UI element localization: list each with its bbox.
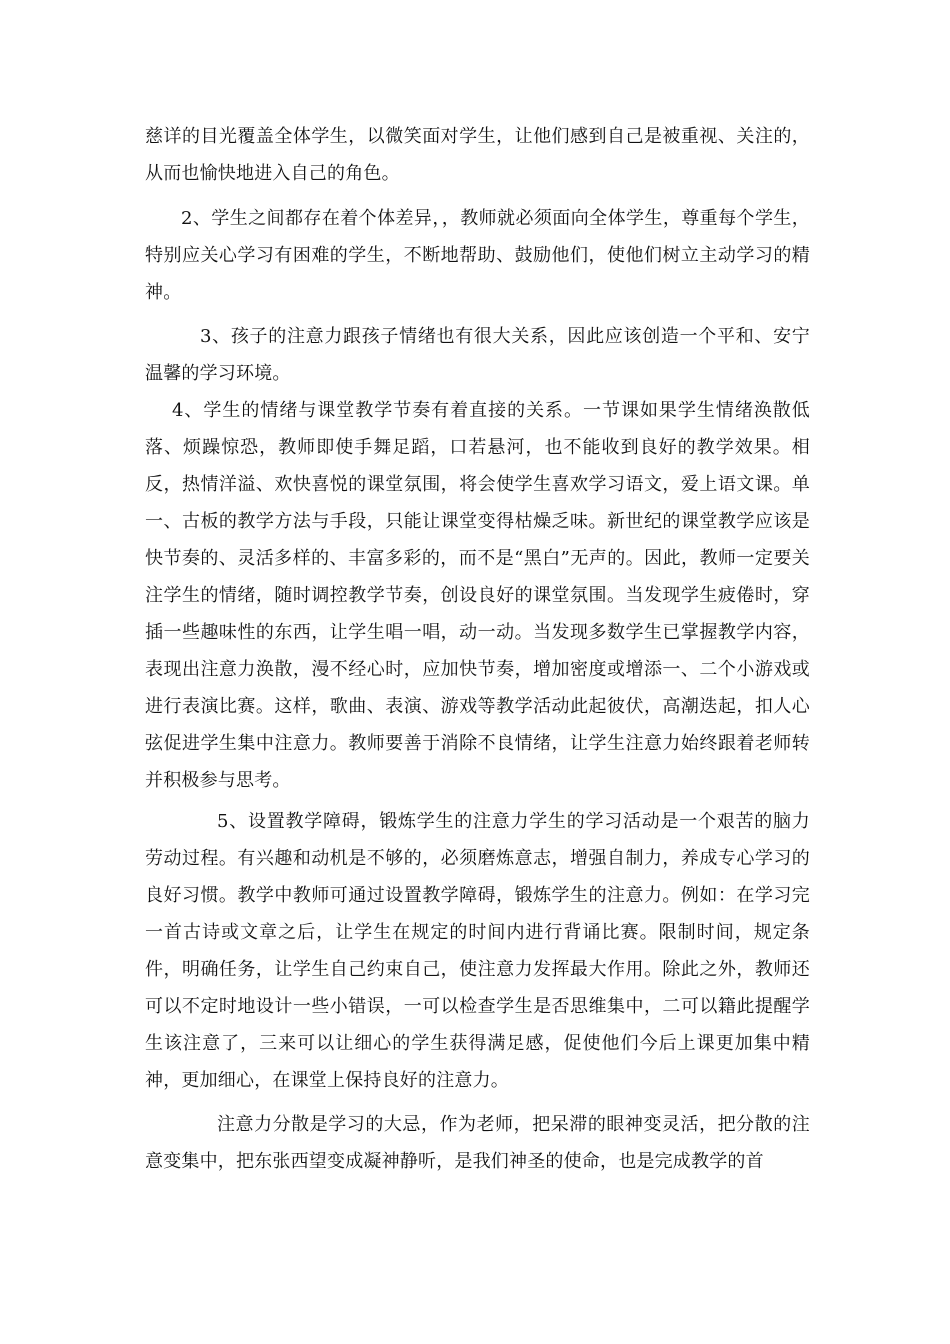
paragraph-item-4: 4、学生的情绪与课堂教学节奏有着直接的关系。一节课如果学生情绪涣散低落、烦躁惊恐，教师即使手舞足蹈，口若悬河，也不能收到良好的教学效果。相反，热情洋溢、欢快喜悦的课堂氛围，将会使学生喜欢学习语文，爱上语文课。单一、古板的教学方法与手段，只能让课堂变得枯燥乏味。新世纪的课堂教学应该是快节奏的、灵活多样的、丰富多彩的，而不是“黑白”无声的。因此，教师一定要关注学生的情绪，随时调控教学节奏，创设良好的课堂氛围。当发现学生疲倦时，穿插一些趣味性的东西，让学生唱一唱，动一动。当发现多数学生已掌握教学内容，表现出注意力涣散，漫不经心时，应加快节奏，增加密度或增添一、二个小游戏或进行表演比赛。这样，歌曲、表演、游戏等教学活动此起彼伏，高潮迭起，扣人心弦促进学生集中注意力。教师要善于消除不良情绪，让学生注意力始终跟着老师转并积极参与思考。 <box>145 400 810 791</box>
paragraph-item-2: 2、学生之间都存在着个体差异，，教师就必须面向全体学生，尊重每个学生，特别应关心学习有困难的学生，不断地帮助、鼓励他们，使他们树立主动学习的精神。 <box>145 208 810 303</box>
paragraph-continuation: 慈详的目光覆盖全体学生，以微笑面对学生，让他们感到自己是被重视、关注的，从而也愉快地进入自己的角色。 <box>145 126 810 184</box>
document-body <box>145 118 810 1180</box>
paragraph-item-3: 3、孩子的注意力跟孩子情绪也有很大关系，因此应该创造一个平和、安宁温馨的学习环境。 <box>145 326 810 384</box>
paragraph-item-5: 5、设置教学障碍，锻炼学生的注意力学生的学习活动是一个艰苦的脑力劳动过程。有兴趣和动机是不够的，必须磨炼意志，增强自制力，养成专心学习的良好习惯。教学中教师可通过设置教学障碍，锻炼学生的注意力。例如：在学习完一首古诗或文章之后，让学生在规定的时间内进行背诵比赛。限制时间，规定条件，明确任务，让学生自己约束自己，使注意力发挥最大作用。除此之外，教师还可以不定时地设计一些小错误，一可以检查学生是否思维集中，二可以籍此提醒学生该注意了，三来可以让细心的学生获得满足感，促使他们今后上课更加集中精神，更加细心，在课堂上保持良好的注意力。 <box>145 811 810 1091</box>
paragraph-conclusion: 注意力分散是学习的大忌，作为老师，把呆滞的眼神变灵活，把分散的注意变集中，把东张西望变成凝神静听，是我们神圣的使命，也是完成教学的首 <box>145 1114 810 1172</box>
